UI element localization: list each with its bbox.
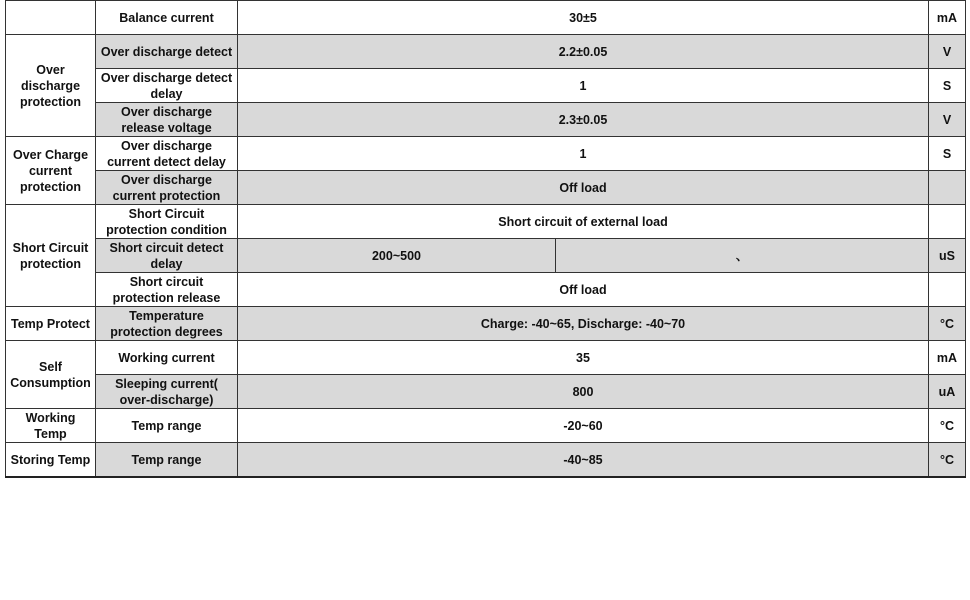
value-cell: 800: [238, 375, 929, 409]
item-cell: Sleeping current( over-discharge): [96, 375, 238, 409]
value-cell: Off load: [238, 273, 929, 307]
unit-cell: [929, 171, 966, 205]
table-row: [6, 273, 966, 307]
unit-cell: uA: [929, 375, 966, 409]
unit-cell: S: [929, 69, 966, 103]
table-row: [6, 239, 966, 273]
group-cell: Working Temp: [6, 409, 96, 443]
value-cell: 2.3±0.05: [238, 103, 929, 137]
item-cell: Temperature protection degrees: [96, 307, 238, 341]
table-row: [6, 137, 966, 171]
group-cell: Over Charge current protection: [6, 137, 96, 205]
value-cell: Charge: -40~65, Discharge: -40~70: [238, 307, 929, 341]
table-row: [6, 205, 966, 239]
item-cell: Short circuit detect delay: [96, 239, 238, 273]
unit-cell: mA: [929, 341, 966, 375]
group-cell-empty: [6, 1, 96, 35]
unit-cell: V: [929, 103, 966, 137]
unit-cell: [929, 205, 966, 239]
value-cell: -40~85: [238, 443, 929, 478]
value-cell: 1: [238, 137, 929, 171]
item-cell: Short circuit protection release: [96, 273, 238, 307]
item-cell: Working current: [96, 341, 238, 375]
table-row: [6, 307, 966, 341]
item-cell: Short Circuit protection condition: [96, 205, 238, 239]
item-cell: Over discharge detect: [96, 35, 238, 69]
unit-cell: °C: [929, 443, 966, 478]
unit-cell: °C: [929, 409, 966, 443]
unit-cell: [929, 273, 966, 307]
group-cell: Short Circuit protection: [6, 205, 96, 307]
spec-table: [5, 0, 966, 478]
value-cell: 1: [238, 69, 929, 103]
table-row: [6, 443, 966, 478]
item-cell: Temp range: [96, 409, 238, 443]
unit-cell: V: [929, 35, 966, 69]
value-cell: 2.2±0.05: [238, 35, 929, 69]
value-cell: 35: [238, 341, 929, 375]
group-cell: Over discharge protection: [6, 35, 96, 137]
item-cell: Balance current: [96, 1, 238, 35]
group-cell: Storing Temp: [6, 443, 96, 478]
table-row: [6, 171, 966, 205]
table-row: [6, 69, 966, 103]
unit-cell: S: [929, 137, 966, 171]
unit-cell: uS: [929, 239, 966, 273]
item-cell: Temp range: [96, 443, 238, 478]
item-cell: Over discharge detect delay: [96, 69, 238, 103]
group-cell: Temp Protect: [6, 307, 96, 341]
value-cell-secondary: 、: [556, 239, 929, 273]
item-cell: Over discharge release voltage: [96, 103, 238, 137]
value-cell: 30±5: [238, 1, 929, 35]
table-row: [6, 1, 966, 35]
table-row: [6, 409, 966, 443]
value-cell: 200~500: [238, 239, 556, 273]
unit-cell: °C: [929, 307, 966, 341]
table-row: [6, 35, 966, 69]
value-cell: Off load: [238, 171, 929, 205]
value-cell: -20~60: [238, 409, 929, 443]
table-row: [6, 341, 966, 375]
value-cell: Short circuit of external load: [238, 205, 929, 239]
group-cell: Self Consumption: [6, 341, 96, 409]
table-row: [6, 103, 966, 137]
table-row: [6, 375, 966, 409]
unit-cell: mA: [929, 1, 966, 35]
item-cell: Over discharge current detect delay: [96, 137, 238, 171]
item-cell: Over discharge current protection: [96, 171, 238, 205]
